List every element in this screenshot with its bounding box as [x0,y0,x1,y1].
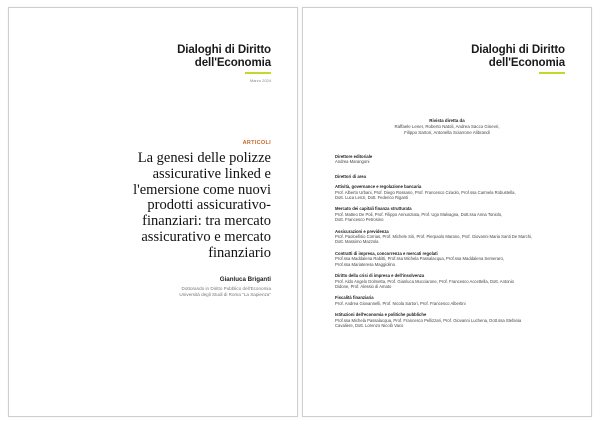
masthead-label: Rivista diretta da [429,118,465,123]
journal-title-line1: Dialoghi di Diritto [177,44,271,56]
direttore-name: Andrea Marangoni [335,159,370,165]
left-page [8,7,298,417]
accent-bar [245,72,271,74]
area-directors-heading [335,174,561,179]
area-group [335,184,561,200]
title-line: La genesi delle polizze [137,150,271,166]
article-title [51,151,271,262]
area-group [335,295,561,306]
title-line: finanziari: tra mercato [142,213,271,230]
area-members: Prof. Alberto Urbani, Prof. Diego Rossano, Prof. Francesco Ciraolo, Prof.ssa Carmela Robustella, [335,189,516,195]
author-affiliation [179,286,271,298]
title-line: finanziario [208,244,271,261]
accent-bar [539,72,565,74]
affiliation-line: Università degli Studi di Roma "La Sapienza" [179,292,271,298]
area-group [335,312,561,328]
area-members: Cavaliere, Dott. Lorenzo Nicolò Vaco [335,322,404,328]
area-members: Prof. Andrea Giovannelli, Prof. Nicola Sartori, Prof. Francesco Albertini [335,300,466,306]
masthead-line: Raffaele Lener, Roberto Natoli, Andrea Sacco Ginevri, [394,123,500,129]
area-title: Diritto della crisi di impresa e dell'insolvenza [335,273,425,279]
area-members: Prof. Matteo De Poli, Prof. Filippo Annunziata, Prof. Ugo Malvagna, Dott.ssa Anna Toniolo, [335,211,503,217]
area-members: Prof.ssa Maddalena Rabitti, Prof.ssa Michela Passalacqua, Prof.ssa Maddalena Semeraro, [335,256,504,262]
masthead [303,118,591,135]
area-title: Mercato dei capitali finanza strutturata [335,206,412,212]
area-title: Attività, governance e regolazione bancaria [335,184,422,190]
journal-title-line1: Dialoghi di Diritto [471,44,565,56]
direttori-area-label: Direttori di area [335,173,366,179]
area-title: Assicurazioni e previdenza [335,228,389,234]
affiliation-line: Dottorando in Diritto Pubblico dell'Economia [181,286,271,291]
area-group [335,229,561,245]
area-members: Didone, Prof. Alessio di Amato [335,283,392,289]
title-line: assicurative linked e [152,165,271,182]
title-line: l'emersione come nuovi [133,181,271,198]
title-line: prodotti assicurativo- [147,197,271,214]
area-title: Contratti di impresa, concorrenza e mercati regolati [335,250,438,256]
area-members: Dott. Francesco Petrosino [335,217,384,223]
journal-title-line2: dell'Economia [488,57,565,69]
author-block [179,276,271,298]
area-title: Fiscalità finanziaria [335,295,374,301]
area-members: Dott. Luca Lenzi, Dott. Federico Riganti [335,195,409,201]
journal-brand [471,44,565,74]
right-page [302,7,592,417]
title-line: assicurativo e mercato [141,228,271,245]
area-members: Prof. Aldo Angelo Dolmetta, Prof. Gianluca Mucciarone, Prof. Francesco Accettella, Dott. Antonio [335,278,514,284]
section-label: ARTICOLI [242,140,271,146]
masthead-line: Filippo Sartori, Antonella Sciarrone Alibrandi [404,129,490,135]
area-members: Prof. Paoloefisio Corrias, Prof. Michele Siri, Prof. Pierpaolo Marano, Prof. Giovanni Maria Santi De Marchi, [335,234,533,240]
journal-title-line2: dell'Economia [194,57,271,69]
area-members: Prof.ssa Mariateresa Maggiolino [335,261,396,267]
direttore-editoriale [335,154,561,165]
editorial-board [335,154,561,334]
area-title: Istituzioni dell'economia e politiche pubbliche [335,312,427,318]
direttore-label: Direttore editoriale [335,154,373,159]
area-group [335,251,561,267]
area-group [335,206,561,222]
area-members: Prof.ssa Michela Passalacqua, Prof. Francesco Pellizzari, Prof. Giovanni Luchena, Dott.ssa Stefania [335,317,522,323]
area-members: Dott. Massimo Mazzola [335,239,379,245]
author-name: Gianluca Briganti [219,276,271,283]
area-group [335,273,561,289]
journal-brand [177,44,271,83]
issue-date: Marzo 2024 [249,78,271,83]
